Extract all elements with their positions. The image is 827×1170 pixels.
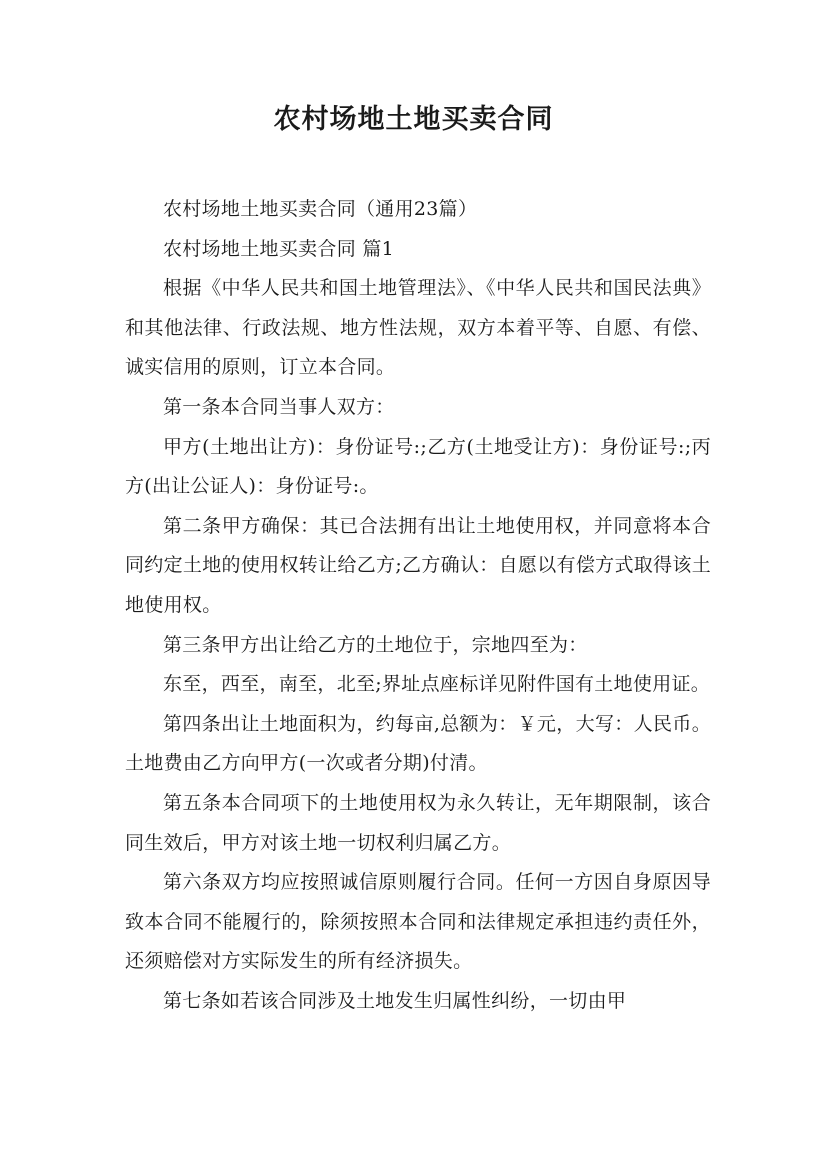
paragraph-article-3: 第三条甲方出让给乙方的土地位于，宗地四至为： — [163, 633, 588, 656]
paragraph-boundaries: 东至，西至，南至，北至;界址点座标详见附件国有土地使用证。 — [163, 673, 711, 696]
paragraph-article-4: 第四条出让土地面积为，约每亩,总额为：￥元，大写：人民币。土地费由乙方向甲方(一次或者分期)付清。 — [125, 712, 711, 775]
paragraph-article-2: 第二条甲方确保：其已合法拥有出让土地使用权，并同意将本合同约定土地的使用权转让给乙方;乙方确认：自愿以有偿方式取得该土地使用权。 — [125, 514, 711, 616]
paragraph-section-heading: 农村场地土地买卖合同 篇1 — [163, 237, 395, 260]
paragraph-parties: 甲方(土地出让方)：身份证号:;乙方(土地受让方)：身份证号:;丙方(出让公证人)：身份证号:。 — [125, 435, 711, 498]
paragraph-article-1: 第一条本合同当事人双方： — [163, 395, 395, 418]
document-body — [125, 190, 711, 1021]
paragraph-preamble: 根据《中华人民共和国土地管理法》、《中华人民共和国民法典》和其他法律、行政法规、地方性法规，双方本着平等、自愿、有偿、诚实信用的原则，订立本合同。 — [125, 277, 711, 379]
document-title: 农村场地土地买卖合同 — [273, 104, 554, 135]
paragraph-article-5: 第五条本合同项下的土地使用权为永久转让，无年期限制，该合同生效后，甲方对该土地一切权利归属乙方。 — [125, 791, 711, 854]
paragraph-article-7: 第七条如若该合同涉及土地发生归属性纠纷，一切由甲 — [163, 989, 627, 1012]
paragraph-article-6: 第六条双方均应按照诚信原则履行合同。任何一方因自身原因导致本合同不能履行的，除须按照本合同和法律规定承担违约责任外，还须赔偿对方实际发生的所有经济损失。 — [125, 871, 711, 973]
paragraph-subtitle: 农村场地土地买卖合同（通用23篇） — [163, 198, 478, 220]
